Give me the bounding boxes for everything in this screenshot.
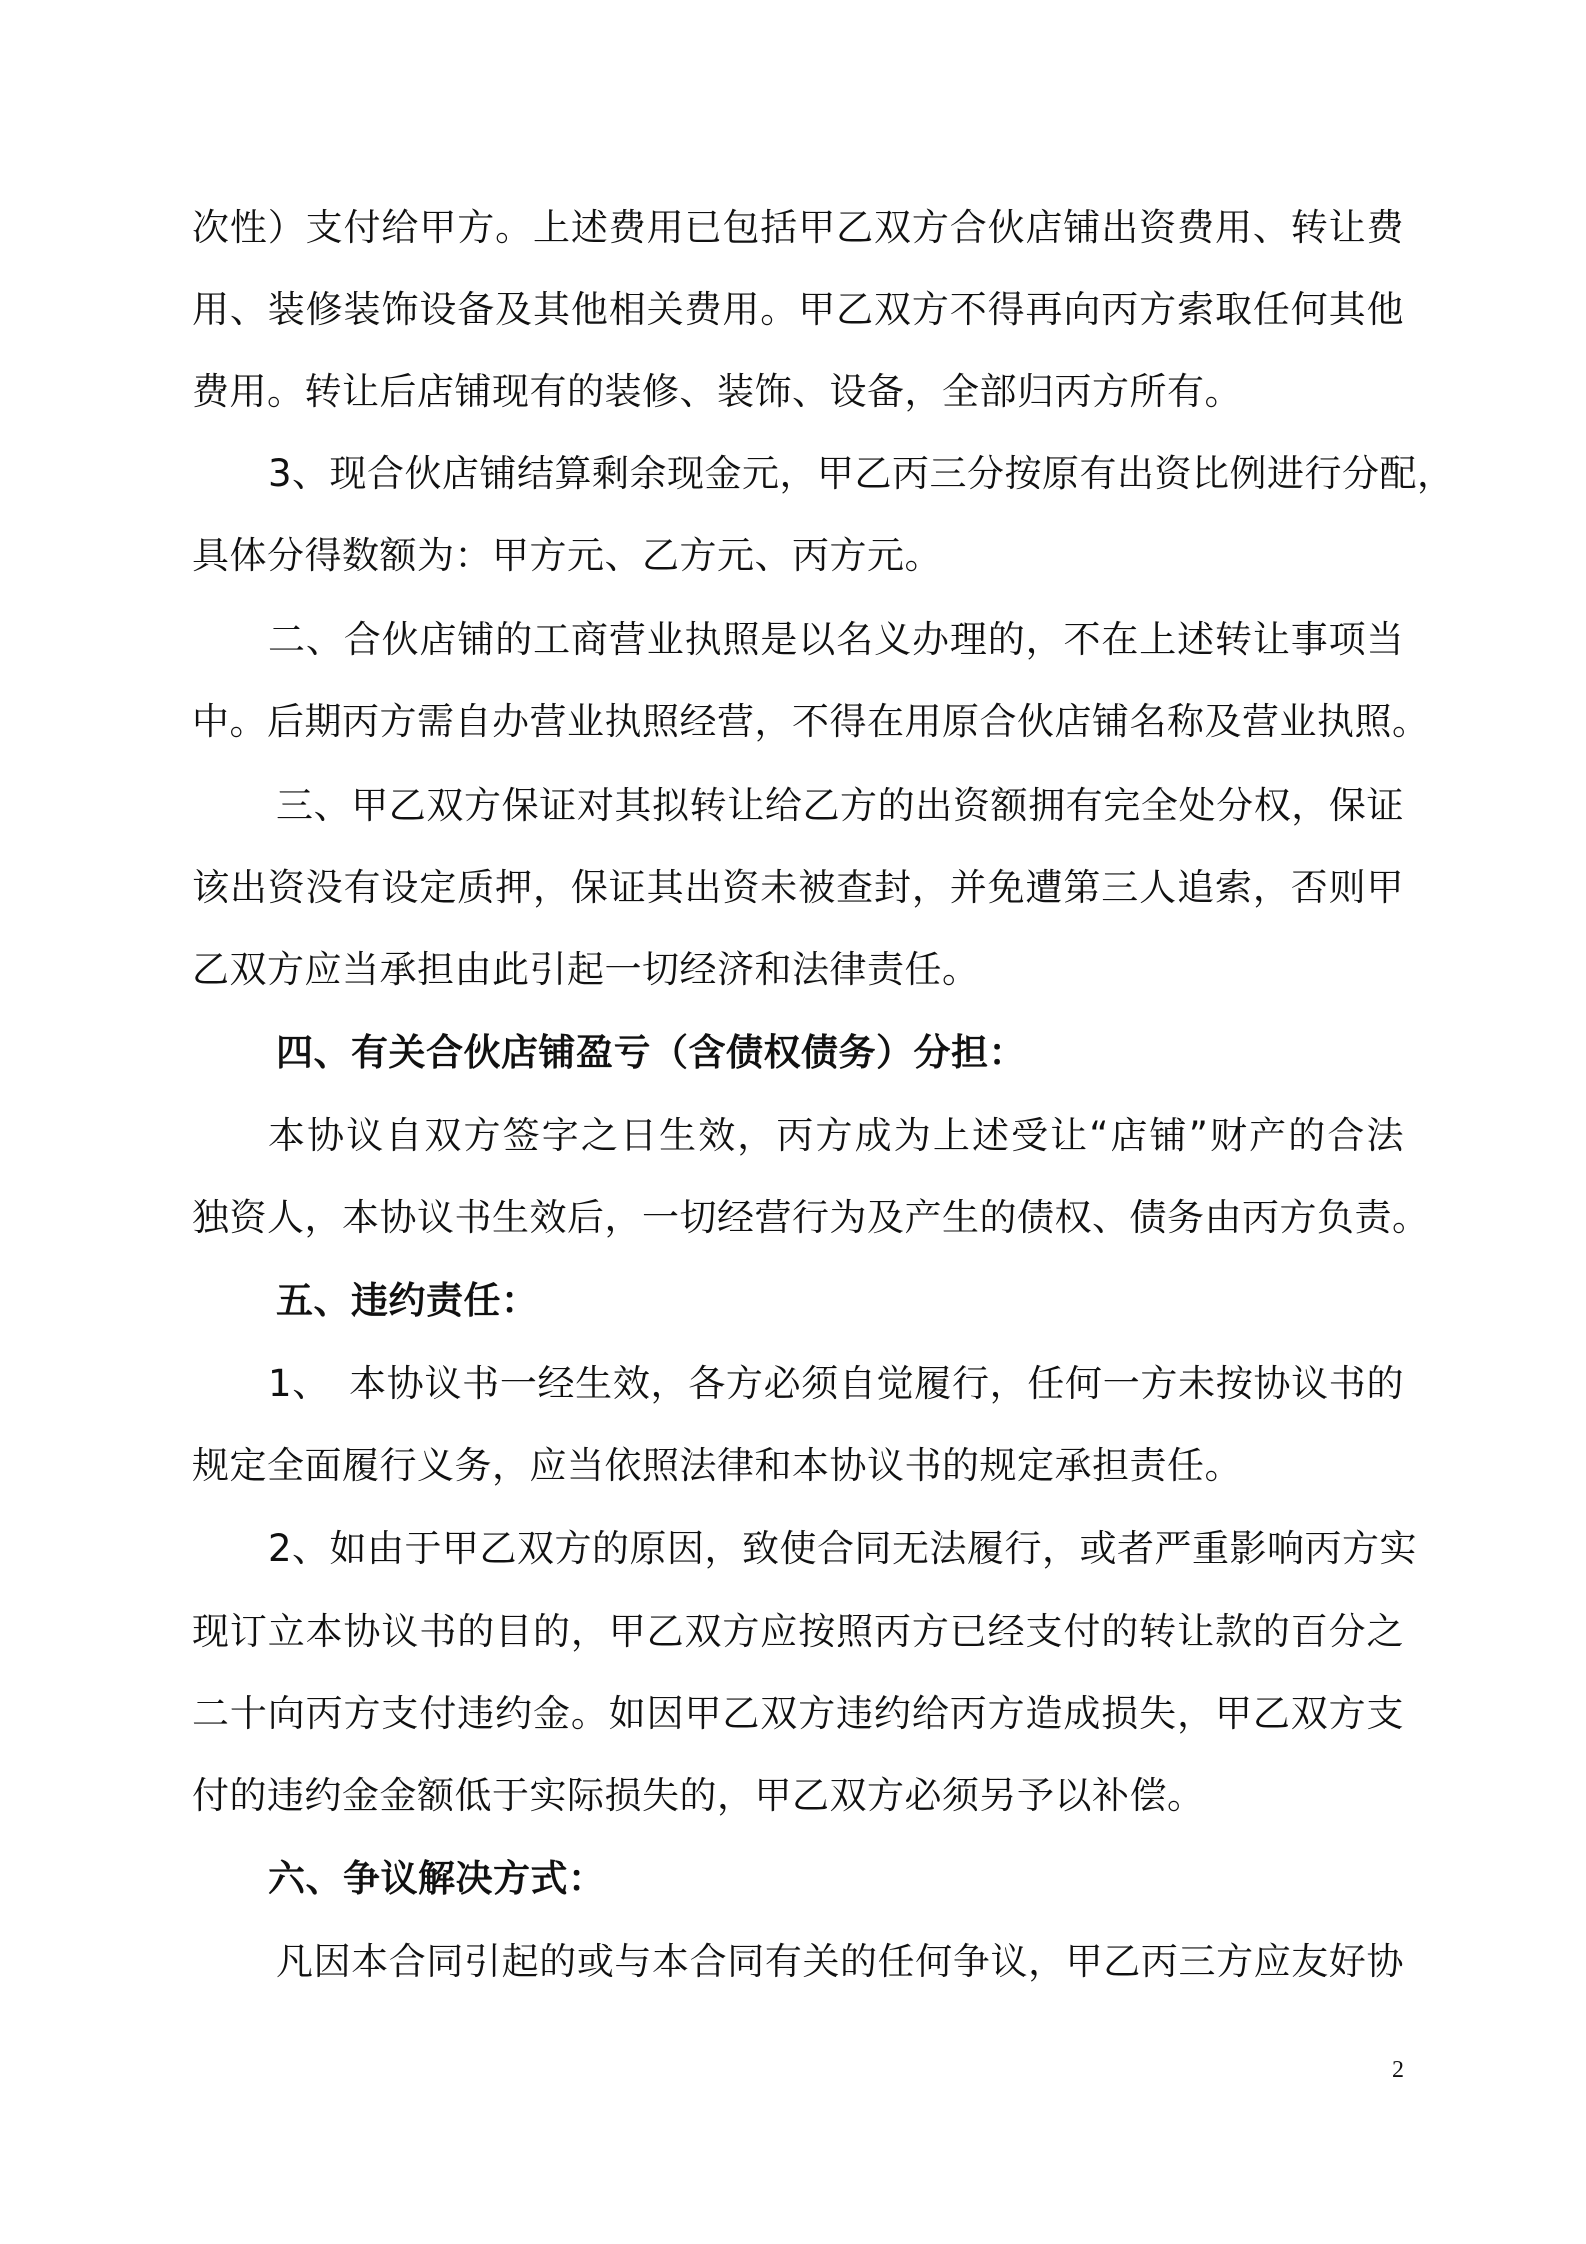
text-line: 费用。转让后店铺现有的装修、装饰、设备，全部归丙方所有。 [192, 370, 1242, 413]
text-line: 3、现合伙店铺结算剩余现金元，甲乙丙三分按原有出资比例进行分配， [268, 452, 1455, 495]
text-line: 次性）支付给甲方。上述费用已包括甲乙双方合伙店铺出资费用、转让费 [192, 206, 1404, 249]
text-line: 三、甲乙双方保证对其拟转让给乙方的出资额拥有完全处分权，保证 [276, 784, 1404, 827]
text-line: 具体分得数额为：甲方元、乙方元、丙方元。 [192, 534, 942, 577]
text-line: 2、如由于甲乙双方的原因，致使合同无法履行，或者严重影响丙方实 [268, 1527, 1418, 1570]
text-line: 该出资没有设定质押，保证其出资未被查封，并免遭第三人追索，否则甲 [192, 866, 1404, 909]
text-line: 凡因本合同引起的或与本合同有关的任何争议，甲乙丙三方应友好协 [276, 1940, 1404, 1983]
text-line: 规定全面履行义务，应当依照法律和本协议书的规定承担责任。 [192, 1444, 1242, 1487]
text-line: 中。后期丙方需自办营业执照经营，不得在用原合伙店铺名称及营业执照。 [192, 700, 1430, 743]
text-line: 用、装修装饰设备及其他相关费用。甲乙双方不得再向丙方索取任何其他 [192, 288, 1404, 331]
text-line: 现订立本协议书的目的，甲乙双方应按照丙方已经支付的转让款的百分之 [192, 1610, 1404, 1653]
text-line: 1、 本协议书一经生效，各方必须自觉履行，任何一方未按协议书的 [268, 1362, 1404, 1405]
text-line: 付的违约金金额低于实际损失的，甲乙双方必须另予以补偿。 [192, 1774, 1205, 1817]
text-line: 本协议自双方签字之日生效，丙方成为上述受让“店铺”财产的合法 [268, 1114, 1404, 1157]
text-line: 乙双方应当承担由此引起一切经济和法律责任。 [192, 948, 980, 991]
section-heading: 六、争议解决方式： [268, 1857, 606, 1900]
page-number: 2 [1392, 2057, 1404, 2083]
text-line: 二十向丙方支付违约金。如因甲乙双方违约给丙方造成损失，甲乙双方支 [192, 1692, 1404, 1735]
text-line: 独资人，本协议书生效后，一切经营行为及产生的债权、债务由丙方负责。 [192, 1196, 1430, 1239]
section-heading: 四、有关合伙店铺盈亏（含债权债务）分担： [276, 1031, 1026, 1074]
text-line: 二、合伙店铺的工商营业执照是以名义办理的，不在上述转让事项当 [268, 618, 1404, 661]
section-heading: 五、违约责任： [276, 1279, 539, 1322]
